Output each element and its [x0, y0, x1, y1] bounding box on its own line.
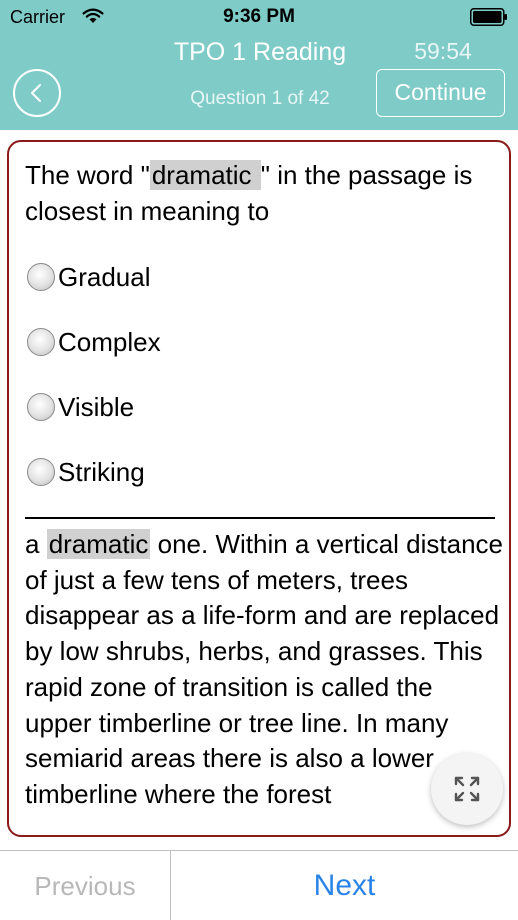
option-label: Visible	[58, 391, 135, 422]
radio-button[interactable]	[27, 263, 55, 291]
carrier-label: Carrier	[10, 7, 66, 27]
question-counter: Question 1 of 42	[190, 88, 330, 109]
option-label: Complex	[58, 326, 161, 357]
question-prefix: The word "	[25, 160, 150, 190]
option-complex[interactable]	[27, 322, 161, 362]
radio-button[interactable]	[27, 393, 55, 421]
continue-button[interactable]: Continue	[376, 69, 505, 117]
previous-button[interactable]: Previous	[34, 871, 136, 901]
option-gradual[interactable]	[27, 257, 151, 297]
radio-button[interactable]	[27, 458, 55, 486]
radio-button[interactable]	[27, 328, 55, 356]
question-highlight: dramatic	[151, 160, 259, 190]
question-card	[7, 140, 511, 837]
passage-text	[25, 527, 503, 813]
next-button[interactable]: Next	[313, 869, 376, 902]
question-text	[25, 157, 505, 229]
option-label: Striking	[58, 456, 145, 487]
expand-icon	[453, 775, 481, 803]
option-label: Gradual	[58, 261, 151, 292]
status-time: 9:36 PM	[223, 6, 295, 27]
chevron-left-icon	[27, 82, 47, 104]
passage-lead: a	[25, 529, 47, 559]
bottom-toolbar	[0, 850, 518, 920]
expand-button[interactable]	[431, 753, 503, 825]
passage-highlight: dramatic	[48, 529, 149, 559]
question-suffix: " in the passage is closest in meaning to	[25, 160, 473, 226]
option-striking[interactable]	[27, 452, 145, 492]
passage-body: one. Within a vertical distance of just a few tens of meters, trees disappear as a life-form and are replaced by low shrubs, herbs, and grasses. This rapid zone of transition is called the upper timberline or tree line. In many semiarid areas there is also a lower timberline where the forest	[25, 529, 504, 809]
page-title: TPO 1 Reading	[173, 38, 347, 66]
countdown-timer: 59:54	[414, 38, 472, 64]
header	[0, 0, 518, 130]
option-visible[interactable]	[27, 387, 134, 427]
status-bar	[0, 0, 518, 34]
divider	[25, 517, 495, 519]
battery-icon	[470, 8, 508, 26]
back-button[interactable]	[13, 69, 61, 117]
